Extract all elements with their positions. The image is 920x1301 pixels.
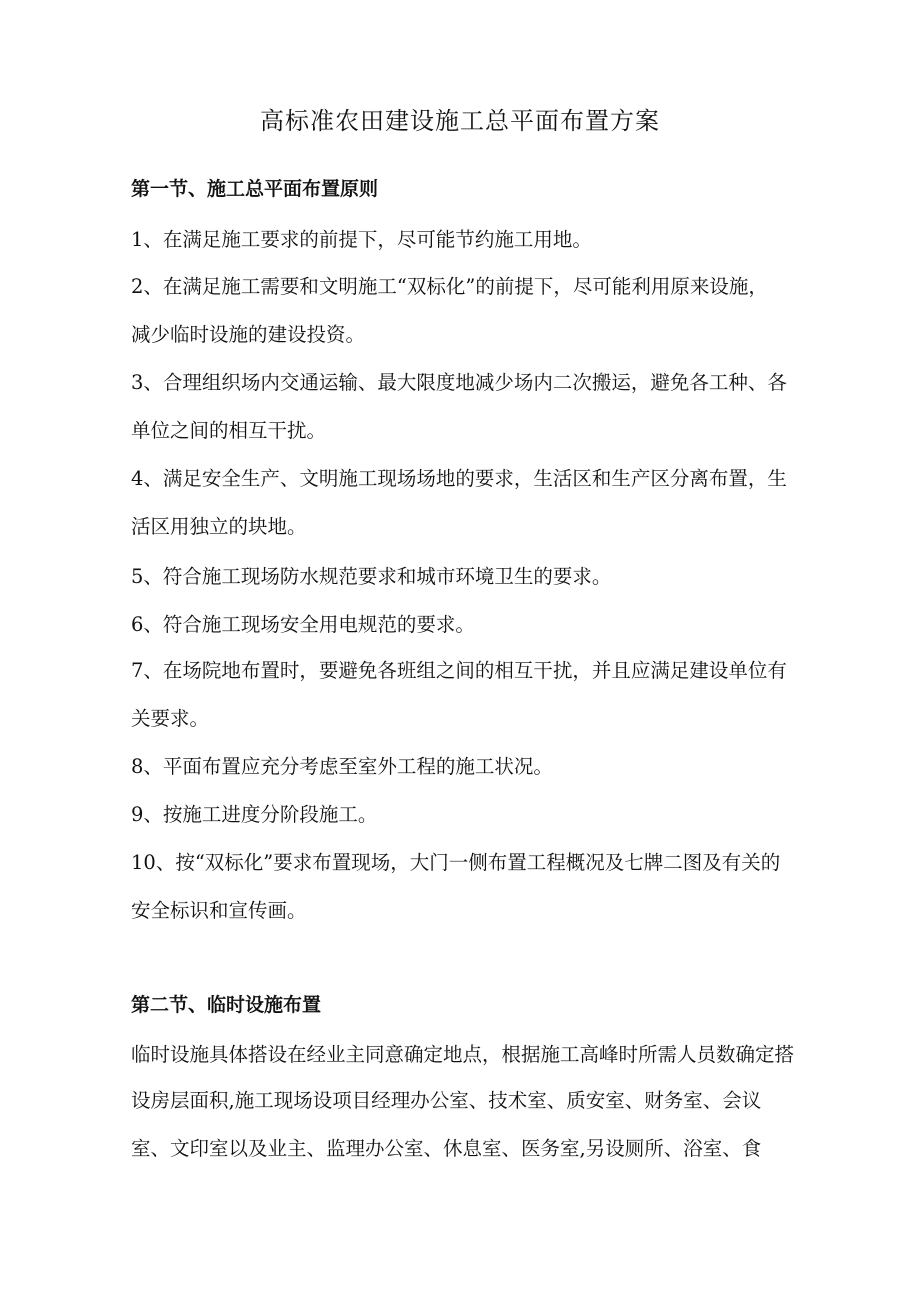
section-2-heading: 第二节、临时设施布置 [131, 994, 322, 1016]
paragraph-9-line-1: 9、按施工进度分阶段施工。 [131, 803, 378, 826]
document-title: 高标准农田建设施工总平面布置方案 [260, 107, 660, 135]
paragraph-7-line-1: 7、在场院地布置时，要避免各班组之间的相互干扰，并且应满足建设单位有 [131, 659, 787, 682]
paragraph-6-line-1: 6、符合施工现场安全用电规范的要求。 [131, 613, 475, 636]
paragraph-7-line-2: 关要求。 [131, 707, 210, 730]
paragraph-10-line-1: 10、按“双标化”要求布置现场，大门一侧布置工程概况及七牌二图及有关的 [131, 851, 781, 874]
paragraph-8-line-1: 8、平面布置应充分考虑至室外工程的施工状况。 [131, 755, 553, 778]
paragraph-2-line-1: 2、在满足施工需要和文明施工“双标化”的前提下，尽可能利用原来设施， [131, 275, 768, 298]
paragraph-3-line-2: 单位之间的相互干扰。 [131, 419, 327, 442]
section-1-heading: 第一节、施工总平面布置原则 [131, 178, 379, 200]
paragraph-1-line-1: 1、在满足施工要求的前提下，尽可能节约施工用地。 [131, 228, 592, 251]
paragraph-3-line-1: 3、合理组织场内交通运输、最大限度地减少场内二次搬运，避免各工种、各 [131, 371, 787, 394]
paragraph-4-line-1: 4、满足安全生产、文明施工现场场地的要求，生活区和生产区分离布置，生 [131, 467, 787, 490]
paragraph-4-line-2: 活区用独立的块地。 [131, 515, 307, 538]
section-2-line-1: 临时设施具体搭设在经业主同意确定地点，根据施工高峰时所需人员数确定搭 [131, 1043, 795, 1066]
paragraph-10-line-2: 安全标识和宣传画。 [131, 899, 307, 922]
section-2-line-2: 设房层面积,施工现场设项目经理办公室、技术室、质安室、财务室、会议 [131, 1089, 762, 1112]
paragraph-5-line-1: 5、符合施工现场防水规范要求和城市环境卫生的要求。 [131, 565, 612, 588]
paragraph-2-line-2: 减少临时设施的建设投资。 [131, 323, 366, 346]
section-2-line-3: 室、文印室以及业主、监理办公室、休息室、医务室,另设厕所、浴室、食 [131, 1137, 762, 1160]
